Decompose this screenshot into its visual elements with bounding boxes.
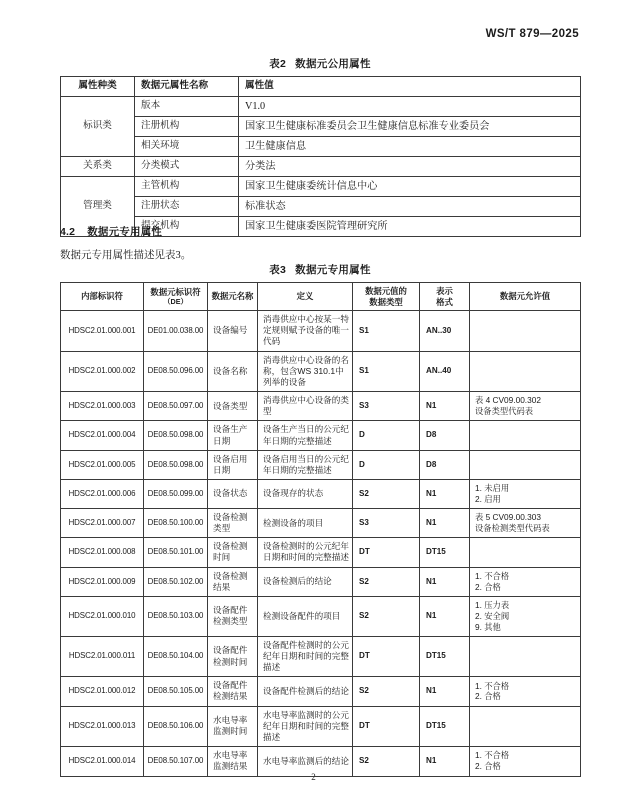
data-type-cell: S3 — [353, 392, 420, 421]
allowed-value-line: 设备检测类型代码表 — [475, 523, 550, 534]
table3 — [60, 282, 581, 777]
allowed-values-cell — [470, 538, 581, 567]
table2-row — [61, 117, 581, 137]
data-type-cell: S2 — [353, 677, 420, 706]
allowed-values-cell — [470, 392, 581, 421]
table2-column-header: 属性种类 — [61, 77, 135, 97]
attribute-name-cell: 版本 — [135, 97, 239, 117]
definition-cell: 检测设备的项目 — [258, 508, 353, 537]
column-header-de-name: 数据元名称 — [208, 283, 258, 311]
definition-cell: 设备检测时的公元纪年日期和时间的完整描述 — [258, 538, 353, 567]
data-type-cell: S2 — [353, 480, 420, 509]
internal-id-cell: HDSC2.01.000.004 — [61, 421, 144, 450]
de-id-cell: DE08.50.107.00 — [144, 747, 208, 776]
allowed-value-line: 2. 合格 — [475, 691, 501, 702]
allowed-values-cell — [470, 677, 581, 706]
allowed-values-cell — [470, 567, 581, 596]
table3-row — [61, 311, 581, 352]
allowed-value-line: 1. 不合格 — [475, 750, 510, 761]
de-name-cell: 设备检测类型 — [208, 508, 258, 537]
de-name-cell: 设备生产日期 — [208, 421, 258, 450]
allowed-value-line: 2. 合格 — [475, 581, 501, 592]
data-type-cell: S3 — [353, 508, 420, 537]
format-cell: AN..30 — [420, 311, 470, 352]
definition-cell: 水电导率监测后的结论 — [258, 747, 353, 776]
definition-cell: 设备检测后的结论 — [258, 567, 353, 596]
allowed-value-line: 2. 启用 — [475, 494, 501, 504]
attribute-name-cell: 相关环境 — [135, 137, 239, 157]
de-id-cell: DE08.50.101.00 — [144, 538, 208, 567]
de-id-cell: DE08.50.106.00 — [144, 706, 208, 747]
table3-row — [61, 392, 581, 421]
table3-row — [61, 450, 581, 479]
data-type-cell: D — [353, 450, 420, 479]
allowed-values-cell — [470, 508, 581, 537]
de-id-cell: DE08.50.105.00 — [144, 677, 208, 706]
de-name-cell: 设备配件检测结果 — [208, 677, 258, 706]
section-lead-in-text: 数据元专用属性描述见表3。 — [60, 250, 192, 261]
data-type-cell: S2 — [353, 747, 420, 776]
table2-column-header: 数据元属性名称 — [135, 77, 239, 97]
format-cell: N1 — [420, 392, 470, 421]
allowed-values-cell — [470, 596, 581, 636]
allowed-value-line: 1. 不合格 — [475, 570, 510, 581]
allowed-values-cell — [470, 351, 581, 392]
table3-row — [61, 636, 581, 677]
column-header-format: 表示 格式 — [420, 283, 470, 311]
internal-id-cell: HDSC2.01.000.006 — [61, 480, 144, 509]
attribute-name-cell: 分类模式 — [135, 157, 239, 177]
table3-row — [61, 706, 581, 747]
table2-wrapper — [60, 76, 580, 237]
internal-id-cell: HDSC2.01.000.002 — [61, 351, 144, 392]
table3-row — [61, 480, 581, 509]
definition-cell: 水电导率监测时的公元纪年日期和时间的完整描述 — [258, 706, 353, 747]
de-id-cell: DE08.50.102.00 — [144, 567, 208, 596]
format-cell: N1 — [420, 480, 470, 509]
format-cell: DT15 — [420, 706, 470, 747]
allowed-value-line: 2. 安全阀 — [475, 610, 510, 621]
data-type-cell: D — [353, 421, 420, 450]
format-cell: N1 — [420, 747, 470, 776]
de-id-cell: DE08.50.098.00 — [144, 450, 208, 479]
de-id-cell: DE08.50.099.00 — [144, 480, 208, 509]
table3-wrapper — [60, 282, 580, 777]
attribute-value-cell: 分类法 — [239, 157, 581, 177]
de-name-cell: 设备检测结果 — [208, 567, 258, 596]
table2-row — [61, 157, 581, 177]
allowed-values-cell — [470, 480, 581, 509]
definition-cell: 设备配件检测后的结论 — [258, 677, 353, 706]
format-cell: D8 — [420, 450, 470, 479]
definition-cell: 设备启用当日的公元纪年日期的完整描述 — [258, 450, 353, 479]
de-name-cell: 设备编号 — [208, 311, 258, 352]
attribute-kind-cell: 关系类 — [61, 157, 135, 177]
column-header-de-id-sub: （DE） — [163, 297, 188, 307]
definition-cell: 设备生产当日的公元纪年日期的完整描述 — [258, 421, 353, 450]
allowed-values-cell — [470, 450, 581, 479]
de-id-cell: DE08.50.096.00 — [144, 351, 208, 392]
de-name-cell: 设备状态 — [208, 480, 258, 509]
column-header-data-type: 数据元值的 数据类型 — [353, 283, 420, 311]
column-header-definition: 定义 — [258, 283, 353, 311]
table3-row — [61, 538, 581, 567]
table2-row — [61, 177, 581, 197]
table2-row — [61, 197, 581, 217]
internal-id-cell: HDSC2.01.000.007 — [61, 508, 144, 537]
attribute-name-cell: 主管机构 — [135, 177, 239, 197]
table3-caption — [60, 262, 580, 277]
format-cell: DT15 — [420, 538, 470, 567]
attribute-name-cell: 提交机构 — [135, 217, 239, 237]
data-type-cell: DT — [353, 706, 420, 747]
table3-row — [61, 677, 581, 706]
de-id-cell: DE08.50.104.00 — [144, 636, 208, 677]
attribute-value-cell: 国家卫生健康标准委员会卫生健康信息标准专业委员会 — [239, 117, 581, 137]
internal-id-cell: HDSC2.01.000.012 — [61, 677, 144, 706]
table2-caption-label: 表2 — [269, 58, 287, 70]
allowed-value-line: 9. 其他 — [475, 621, 501, 632]
table2-column-header: 属性值 — [239, 77, 581, 97]
table3-row — [61, 421, 581, 450]
format-cell: N1 — [420, 508, 470, 537]
section-number: 4.2 — [60, 226, 76, 238]
data-type-cell: S1 — [353, 351, 420, 392]
attribute-value-cell: 标准状态 — [239, 197, 581, 217]
internal-id-cell: HDSC2.01.000.003 — [61, 392, 144, 421]
de-name-cell: 设备配件检测时间 — [208, 636, 258, 677]
table3-header-row — [61, 283, 581, 311]
allowed-value-line: 设备类型代码表 — [475, 406, 534, 417]
table2 — [60, 76, 581, 237]
attribute-kind-cell: 标识类 — [61, 97, 135, 157]
data-type-cell: DT — [353, 636, 420, 677]
format-cell: N1 — [420, 596, 470, 636]
section-lead-in — [60, 247, 580, 262]
attribute-value-cell: 国家卫生健康委统计信息中心 — [239, 177, 581, 197]
table3-caption-label: 表3 — [269, 264, 287, 276]
de-id-cell: DE01.00.038.00 — [144, 311, 208, 352]
attribute-value-cell: 国家卫生健康委医院管理研究所 — [239, 217, 581, 237]
column-header-internal-id: 内部标识符 — [61, 283, 144, 311]
attribute-name-cell: 注册机构 — [135, 117, 239, 137]
table2-header-row — [61, 77, 581, 97]
allowed-values-cell — [470, 636, 581, 677]
de-id-cell: DE08.50.098.00 — [144, 421, 208, 450]
data-type-cell: DT — [353, 538, 420, 567]
format-cell: D8 — [420, 421, 470, 450]
internal-id-cell: HDSC2.01.000.014 — [61, 747, 144, 776]
internal-id-cell: HDSC2.01.000.013 — [61, 706, 144, 747]
allowed-values-cell — [470, 421, 581, 450]
table2-caption — [60, 56, 580, 71]
de-name-cell: 设备类型 — [208, 392, 258, 421]
definition-cell: 消毒供应中心按某一特定规则赋予设备的唯一代码 — [258, 311, 353, 352]
format-cell: N1 — [420, 567, 470, 596]
table2-row — [61, 97, 581, 117]
internal-id-cell: HDSC2.01.000.005 — [61, 450, 144, 479]
table3-row — [61, 596, 581, 636]
allowed-value-line: 2. 合格 — [475, 761, 501, 772]
data-type-cell: S1 — [353, 311, 420, 352]
de-name-cell: 水电导率监测结果 — [208, 747, 258, 776]
table2-caption-title: 数据元公用属性 — [295, 58, 371, 70]
attribute-value-cell: 卫生健康信息 — [239, 137, 581, 157]
de-name-cell: 水电导率监测时间 — [208, 706, 258, 747]
data-type-cell: S2 — [353, 567, 420, 596]
internal-id-cell: HDSC2.01.000.008 — [61, 538, 144, 567]
de-name-cell: 设备配件检测类型 — [208, 596, 258, 636]
allowed-value-line: 表 5 CV09.00.303 — [475, 512, 541, 523]
table2-row — [61, 137, 581, 157]
attribute-name-cell: 注册状态 — [135, 197, 239, 217]
table3-caption-title: 数据元专用属性 — [295, 264, 371, 276]
internal-id-cell: HDSC2.01.000.011 — [61, 636, 144, 677]
allowed-value-line: 1. 未启用 — [475, 483, 510, 494]
de-name-cell: 设备检测时间 — [208, 538, 258, 567]
data-type-cell: S2 — [353, 596, 420, 636]
allowed-values-cell — [470, 706, 581, 747]
allowed-value-line: 1. 压力表 — [475, 599, 510, 610]
table3-row — [61, 567, 581, 596]
section-title: 数据元专用属性 — [87, 226, 163, 238]
section-heading — [60, 224, 580, 239]
format-cell: DT15 — [420, 636, 470, 677]
de-name-cell: 设备启用日期 — [208, 450, 258, 479]
running-header-standard-code: WS/T 879—2025 — [485, 28, 579, 40]
format-cell: N1 — [420, 677, 470, 706]
allowed-value-line: 表 4 CV09.00.302 — [475, 395, 541, 406]
format-cell: AN..40 — [420, 351, 470, 392]
de-name-cell: 设备名称 — [208, 351, 258, 392]
page-number: 2 — [311, 772, 316, 782]
table3-row — [61, 351, 581, 392]
definition-cell: 设备配件检测时的公元纪年日期和时间的完整描述 — [258, 636, 353, 677]
internal-id-cell: HDSC2.01.000.010 — [61, 596, 144, 636]
column-header-de-id-main: 数据元标识符 — [150, 286, 201, 297]
definition-cell: 设备现存的状态 — [258, 480, 353, 509]
de-id-cell: DE08.50.100.00 — [144, 508, 208, 537]
de-id-cell: DE08.50.103.00 — [144, 596, 208, 636]
definition-cell: 检测设备配件的项目 — [258, 596, 353, 636]
internal-id-cell: HDSC2.01.000.009 — [61, 567, 144, 596]
allowed-value-line: 1. 不合格 — [475, 680, 510, 691]
definition-cell: 消毒供应中心设备的名称，包含WS 310.1中列举的设备 — [258, 351, 353, 392]
table3-row — [61, 508, 581, 537]
attribute-kind-cell: 管理类 — [61, 177, 135, 237]
definition-cell: 消毒供应中心设备的类型 — [258, 392, 353, 421]
column-header-de-id — [144, 283, 208, 311]
internal-id-cell: HDSC2.01.000.001 — [61, 311, 144, 352]
de-id-cell: DE08.50.097.00 — [144, 392, 208, 421]
allowed-values-cell — [470, 311, 581, 352]
column-header-allowed-values: 数据元允许值 — [470, 283, 581, 311]
attribute-value-cell: V1.0 — [239, 97, 581, 117]
